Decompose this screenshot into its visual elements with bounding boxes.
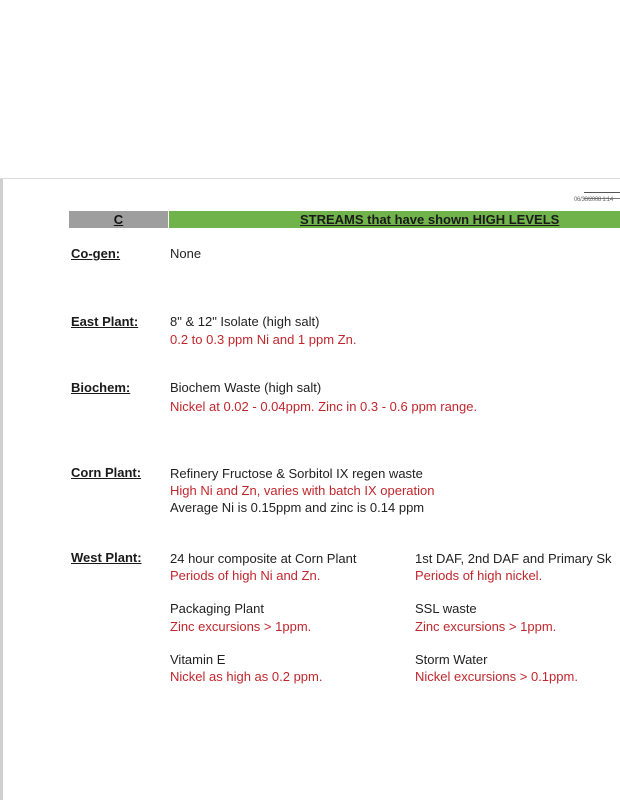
west-entry-name: Vitamin E	[170, 652, 226, 667]
west-entry-note: Zinc excursions > 1ppm.	[170, 619, 312, 634]
west-entry-note: Periods of high Ni and Zn.	[170, 568, 321, 583]
west-entry-name: 1st DAF, 2nd DAF and Primary Sk	[415, 551, 612, 566]
table-header	[69, 211, 620, 228]
biochem-stream: Biochem Waste (high salt)	[170, 380, 322, 395]
corn-stream: Refinery Fructose & Sorbitol IX regen waste	[170, 466, 423, 481]
scan-top-rule	[0, 178, 620, 179]
cogen-line: None	[170, 246, 202, 261]
header-title: STREAMS that have shown HIGH LEVELS	[300, 212, 560, 227]
west-entry-name: SSL waste	[415, 601, 477, 616]
title-cell	[169, 211, 620, 228]
west-entry-name: Packaging Plant	[170, 601, 264, 616]
scan-edge	[0, 178, 3, 800]
corn-note: High Ni and Zn, varies with batch IX operation	[170, 483, 435, 498]
west-entry-note: Nickel as high as 0.2 ppm.	[170, 669, 323, 684]
east-note: 0.2 to 0.3 ppm Ni and 1 ppm Zn.	[170, 332, 357, 347]
signature-stamp	[572, 192, 620, 205]
row-label-corn-plant: Corn Plant:	[71, 465, 142, 480]
section-cell	[69, 211, 168, 228]
section-letter: C	[113, 212, 124, 227]
west-entry-name: Storm Water	[415, 652, 488, 667]
stamp-date: 06/30/2008 1:14	[574, 197, 613, 203]
east-stream: 8" & 12" Isolate (high salt)	[170, 314, 320, 329]
west-entry-note: Periods of high nickel.	[415, 568, 543, 583]
west-entry-note: Zinc excursions > 1ppm.	[415, 619, 557, 634]
row-label-east-plant: East Plant:	[71, 314, 139, 329]
west-entry-note: Nickel excursions > 0.1ppm.	[415, 669, 578, 684]
corn-average: Average Ni is 0.15ppm and zinc is 0.14 ppm	[170, 500, 425, 515]
biochem-note: Nickel at 0.02 - 0.04ppm. Zinc in 0.3 - 0.6 ppm range.	[170, 399, 478, 414]
row-label-biochem: Biochem:	[71, 380, 131, 395]
row-label-west-plant: West Plant:	[71, 550, 142, 565]
west-entry-name: 24 hour composite at Corn Plant	[170, 551, 357, 566]
row-label-cogen: Co-gen:	[71, 246, 121, 261]
